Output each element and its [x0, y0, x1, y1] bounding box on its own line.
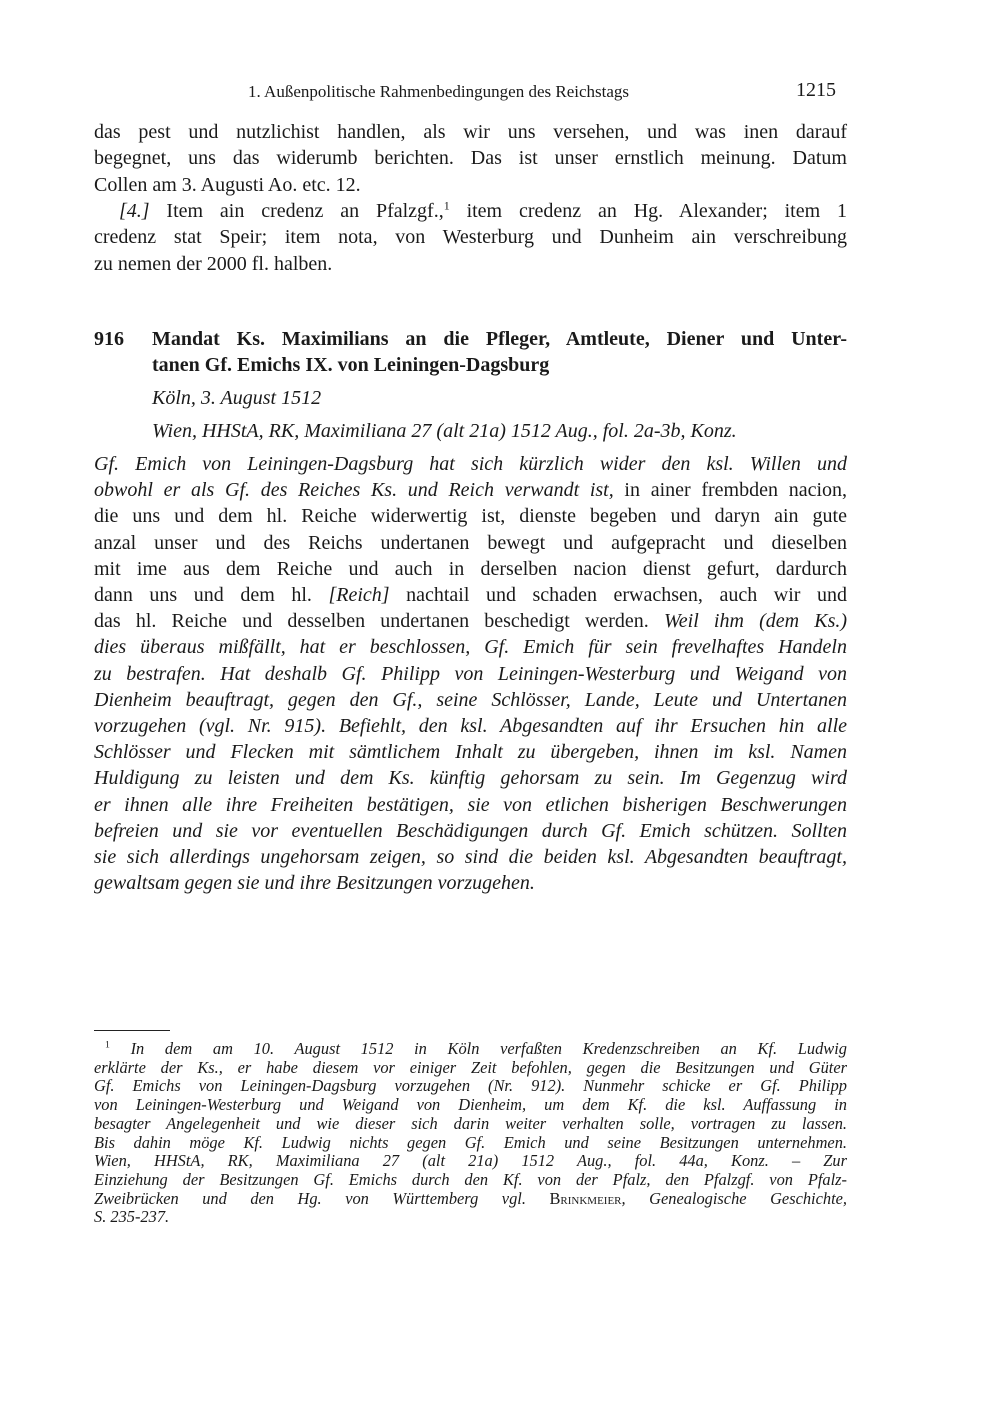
text-segment: S. 235-237.: [94, 1207, 170, 1227]
text-segment: tanen Gf. Emichs IX. von Leiningen-Dagsburg: [152, 354, 550, 376]
text-segment: Huldigung zu leisten und dem Ks. künftig gehorsam zu sein. Im Gegenzug wird: [94, 767, 847, 790]
text-segment: Weil ihm (dem Ks.): [663, 610, 848, 633]
footnote-marker: 1: [105, 1039, 110, 1051]
text-segment: dies überaus mißfällt, hat er beschlossen, Gf. Emich für sein frevelhaftes Handeln: [94, 636, 847, 659]
footnote-line: [94, 1170, 847, 1190]
continuation-line: [94, 174, 847, 197]
continuation-line: [119, 200, 847, 223]
text-segment: [Reich]: [328, 584, 390, 606]
text-segment: erklärte der Ks., er habe diesem vor einiger Zeit befohlen, gegen die Besitzungen und Güter: [94, 1057, 847, 1077]
text-segment: das pest und nutzlichist handlen, als wir uns versehen, und was inen darauf: [94, 121, 847, 143]
footnote-line: [94, 1058, 847, 1078]
regest-line: [94, 794, 847, 817]
text-segment: Item ain credenz an Pfalzgf.,: [149, 199, 444, 222]
page-number: 1215: [796, 79, 836, 101]
footnote-line: [94, 1151, 847, 1171]
footnote-line: [94, 1095, 847, 1115]
text-segment: Wien, HHStA, RK, Maximiliana 27 (alt 21a) 1512 Aug., fol. 2a-3b, Konz.: [152, 420, 737, 442]
footnote-marker: 1: [443, 198, 450, 213]
regest-line: [94, 505, 847, 528]
text-segment: die uns und dem hl. Reiche widerwertig ist, dienste begeben und daryn ain gute: [94, 505, 847, 528]
text-segment: Zweibrücken und den Hg. von Württemberg vgl.: [94, 1188, 550, 1208]
regest-line: [94, 820, 847, 843]
document-number: 916: [94, 328, 124, 350]
footnote-line: [94, 1114, 847, 1134]
continuation-line: [94, 226, 847, 249]
footnote-line: [94, 1189, 847, 1209]
text-segment: [4.]: [119, 199, 150, 222]
text-segment: dann uns und dem hl.: [94, 584, 329, 606]
text-segment: begegnet, uns das widerumb berichten. Das ist unser ernstlich meinung. Datum: [94, 147, 847, 170]
regest-line: [94, 741, 847, 764]
doc-meta-line: [152, 420, 847, 443]
text-segment: Brinkmeier: [549, 1188, 622, 1208]
regest-line: [94, 767, 847, 790]
regest-line: [94, 532, 847, 555]
regest-line: [94, 453, 847, 476]
regest-line: [94, 558, 847, 581]
text-segment: anzal unser und des Reichs undertanen bewegt und aufgepracht und dieselben: [94, 531, 847, 554]
regest-line: [94, 689, 847, 712]
footnote-line: [105, 1039, 847, 1059]
text-segment: item credenz an Hg. Alexander; item 1: [449, 199, 847, 222]
regest-line: [94, 610, 847, 633]
text-segment: nachtail und schaden erwachsen, auch wir und: [389, 584, 847, 606]
text-segment: Wien, HHStA, RK, Maximiliana 27 (alt 21a) 1512 Aug., fol. 44a, Konz. – Zur: [94, 1151, 847, 1171]
text-segment: vorzugehen (vgl. Nr. 915). Befiehlt, den ksl. Abgesandten auf ihr Ersuchen hin alle: [94, 715, 847, 737]
text-segment: Gf. Emichs von Leiningen-Dagsburg vorzugehen (Nr. 912). Nunmehr schicke er Gf. Philipp: [94, 1076, 847, 1096]
text-segment: befreien und sie vor eventuellen Beschädigungen durch Gf. Emich schützen. Sollten: [94, 819, 847, 842]
running-title: 1. Außenpolitische Rahmenbedingungen des Reichstags: [248, 82, 630, 101]
text-segment: Bis dahin möge Kf. Ludwig nichts gegen Gf. Emich und seine Besitzungen unternehmen.: [94, 1132, 847, 1152]
text-segment: Köln, 3. August 1512: [152, 387, 322, 409]
footnote-line: [94, 1207, 847, 1227]
text-segment: in ainer frembden nacion,: [613, 479, 848, 502]
text-segment: Schlösser und Flecken mit sämtlichem Inhalt zu übergeben, ihnen im ksl. Namen: [94, 741, 847, 764]
text-segment: Gf. Emich von Leiningen-Dagsburg hat sich kürzlich wider den ksl. Willen und: [94, 453, 847, 475]
footnote-line: [94, 1133, 847, 1153]
regest-line: [94, 663, 847, 686]
text-segment: In dem am 10. August 1512 in Köln verfaßten Kredenzschreiben an Kf. Ludwig: [109, 1039, 847, 1058]
regest-line: [94, 479, 847, 502]
text-segment: Collen am 3. Augusti Ao. etc. 12.: [94, 173, 361, 196]
text-segment: credenz stat Speir; item nota, von Westerburg und Dunheim ain verschreibung: [94, 226, 847, 249]
text-segment: obwohl er als Gf. des Reiches Ks. und Reich verwandt ist,: [94, 479, 614, 502]
doc-heading-line: [152, 354, 847, 377]
text-segment: Dienheim beauftragt, gegen den Gf., seine Schlösser, Lande, Leute und Untertanen: [94, 688, 847, 711]
footnote-divider: [94, 1030, 170, 1031]
text-segment: mit ime aus dem Reiche und auch in derselben nacion dienst gefurt, dardurch: [94, 557, 847, 580]
text-segment: zu bestrafen. Hat deshalb Gf. Philipp von Leiningen-Westerburg und Weigand von: [94, 662, 847, 685]
continuation-line: [94, 121, 847, 144]
footnote-line: [94, 1076, 847, 1096]
doc-heading-line: [94, 328, 847, 351]
text-segment: das hl. Reiche und desselben undertanen beschedigt werden.: [94, 610, 664, 633]
text-segment: besagter Angelegenheit und wie dieser sich darin weiter verhalten solle, vortragen zu lassen.: [94, 1113, 847, 1133]
regest-line: [94, 872, 847, 895]
regest-line: [94, 715, 847, 738]
text-segment: gewaltsam gegen sie und ihre Besitzungen vorzugehen.: [94, 872, 535, 895]
text-segment: zu nemen der 2000 fl. halben.: [94, 252, 333, 275]
text-segment: sie sich allerdings ungehorsam zeigen, so sind die beiden ksl. Abgesandten beauftragt,: [94, 846, 847, 868]
text-segment: er ihnen alle ihre Freiheiten bestätigen, sie von etlichen bisherigen Beschwerungen: [94, 793, 847, 816]
regest-line: [94, 584, 847, 607]
text-segment: , Genealogische Geschichte,: [621, 1188, 847, 1208]
text-segment: Mandat Ks. Maximilians an die Pfleger, Amtleute, Diener und Unter-: [152, 328, 847, 350]
regest-line: [94, 846, 847, 869]
doc-meta-line: [152, 387, 847, 410]
continuation-line: [94, 253, 847, 276]
text-segment: Einziehung der Besitzungen Gf. Emichs durch den Kf. von der Pfalz, den Pfalzgf. von Pfalz-: [94, 1169, 847, 1189]
text-segment: von Leiningen-Westerburg und Weigand von Dienheim, um dem Kf. die ksl. Auffassung in: [94, 1095, 847, 1115]
continuation-line: [94, 147, 847, 170]
regest-line: [94, 636, 847, 659]
